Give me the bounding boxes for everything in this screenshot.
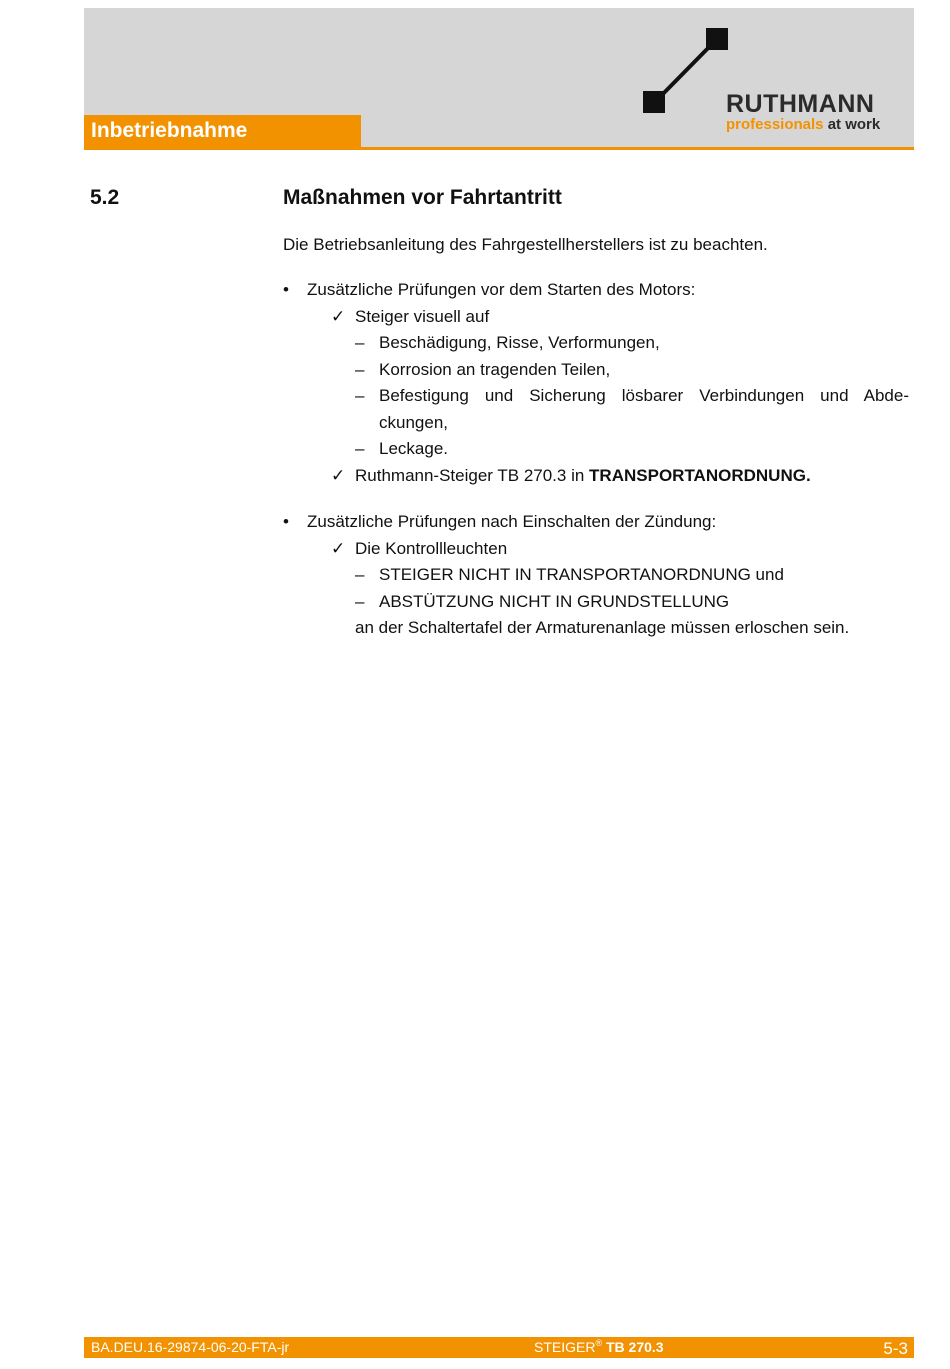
- dash-icon: –: [355, 359, 365, 379]
- dash-icon: –: [355, 591, 365, 611]
- dash-icon: –: [355, 386, 365, 405]
- dash-text-continued: ckungen,: [379, 412, 448, 432]
- bullet-text: Zusätzliche Prüfungen vor dem Starten des Motors:: [307, 280, 696, 299]
- product-model: TB 270.3: [606, 1339, 664, 1355]
- list-item: [283, 383, 909, 410]
- dash-text: Beschädigung, Risse, Verformungen,: [379, 333, 660, 352]
- dash-text: ABSTÜTZUNG NICHT IN GRUNDSTELLUNG: [379, 591, 730, 611]
- logo-tagline-dark: at work: [827, 116, 881, 133]
- section-tab: Inbetriebnahme: [84, 115, 361, 147]
- list-item: [283, 304, 909, 331]
- check-icon: ✓: [331, 306, 346, 326]
- list-item: [283, 357, 909, 384]
- dash-icon: –: [355, 439, 365, 458]
- product-name: STEIGER: [534, 1339, 596, 1355]
- list-item: [283, 436, 909, 463]
- logo-name: RUTHMANN: [726, 90, 875, 118]
- page-number: 5-3: [883, 1339, 908, 1358]
- bullet-icon: •: [283, 280, 289, 299]
- list-item: [283, 509, 909, 536]
- dash-text: Korrosion an tragenden Teilen,: [379, 359, 611, 379]
- logo-mark-icon: [640, 26, 740, 121]
- document-id: BA.DEU.16-29874-06-20-FTA-jr: [91, 1339, 290, 1355]
- check-icon: ✓: [331, 538, 346, 558]
- check-text-bold: TRANSPORTANORDNUNG.: [589, 465, 811, 485]
- logo-tagline: [726, 116, 880, 133]
- dash-text: STEIGER NICHT IN TRANSPORTANORDNUNG und: [379, 565, 784, 584]
- check-text: Ruthmann-Steiger TB 270.3 in: [355, 465, 590, 485]
- closing-text: an der Schaltertafel der Armaturenanlage müssen erloschen sein.: [355, 618, 850, 637]
- list-item: [283, 277, 909, 304]
- dash-icon: –: [355, 565, 365, 584]
- intro-text: Die Betriebsanleitung des Fahrgestellherstellers ist zu beachten.: [283, 235, 768, 254]
- dash-text: Befestigung und Sicherung lösbarer Verbindungen und Abde-: [379, 386, 909, 405]
- section-number: 5.2: [90, 186, 120, 209]
- registered-mark: ®: [595, 1338, 603, 1348]
- dash-text: Leckage.: [379, 439, 448, 458]
- list-item: [283, 463, 909, 490]
- check-text: Steiger visuell auf: [355, 306, 490, 326]
- list-item: [283, 330, 909, 357]
- header-rule: [84, 147, 914, 150]
- check-icon: ✓: [331, 465, 346, 485]
- product-label: [534, 1337, 664, 1358]
- list-item: [283, 536, 909, 563]
- list-item: [283, 562, 909, 589]
- list-item: [283, 589, 909, 616]
- bullet-icon: •: [283, 512, 289, 531]
- section-title: Maßnahmen vor Fahrtantritt: [283, 186, 562, 209]
- check-text: Die Kontrollleuchten: [355, 538, 508, 558]
- bullet-text: Zusätzliche Prüfungen nach Einschalten der Zündung:: [307, 512, 717, 531]
- ruthmann-logo: [640, 26, 912, 138]
- footer-bar: [84, 1337, 914, 1358]
- dash-icon: –: [355, 333, 365, 352]
- section-content: [283, 232, 909, 642]
- logo-tagline-orange: professionals: [726, 116, 824, 133]
